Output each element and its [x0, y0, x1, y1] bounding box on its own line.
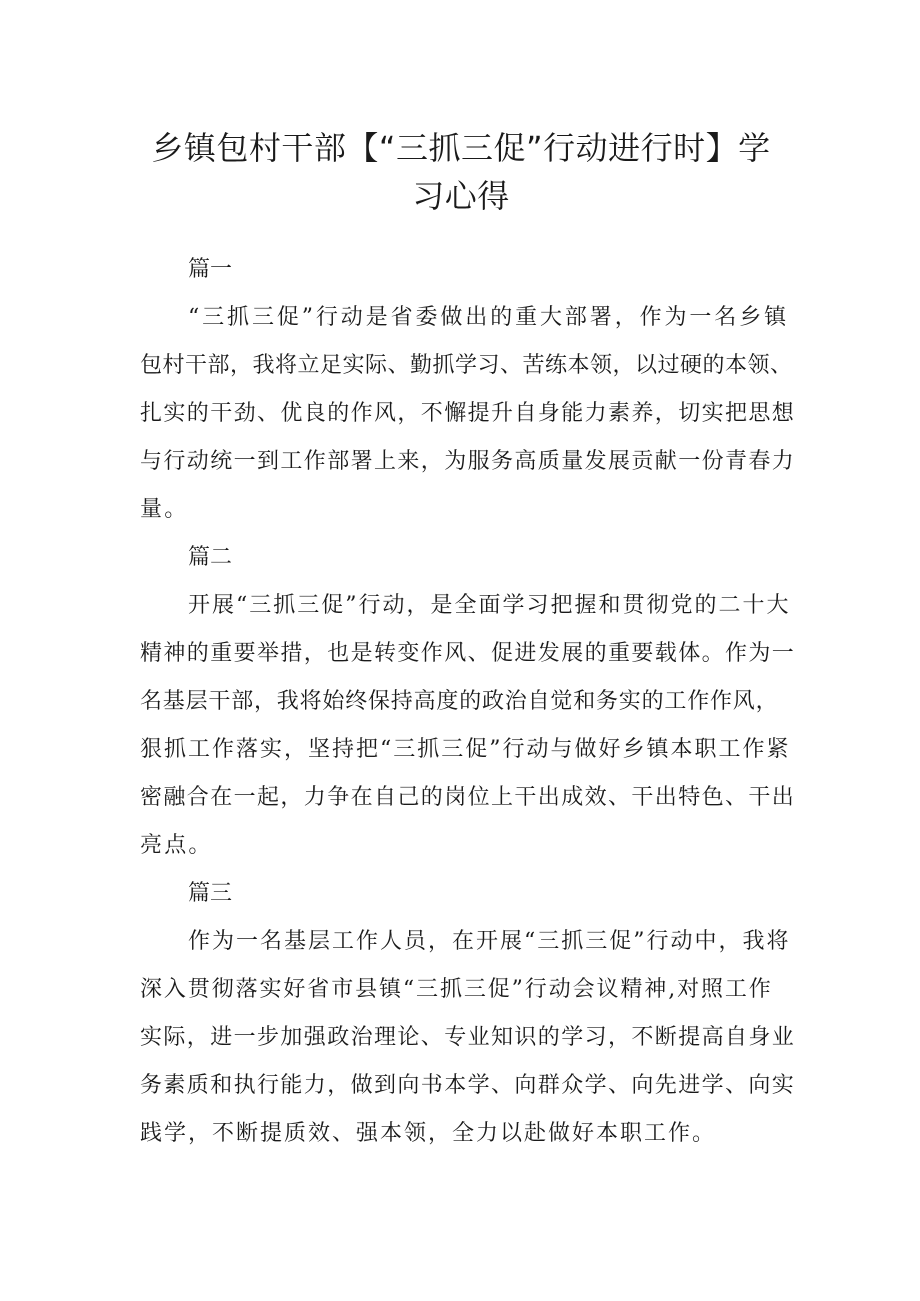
paragraph-line: 名基层干部，我将始终保持高度的政治自觉和务实的工作作风， [140, 689, 779, 714]
section-1 [140, 246, 795, 534]
section-paragraph [140, 294, 795, 534]
paragraph-line: 扎实的干劲、优良的作风，不懈提升自身能力素养，切实把思想 [140, 401, 796, 426]
paragraph-line: 实际，进一步加强政治理论、专业知识的学习，不断提高自身业 [140, 1025, 796, 1050]
title-line-2: 习心得 [412, 177, 510, 215]
section-paragraph [140, 918, 795, 1158]
document-title [140, 124, 782, 220]
title-line-1: 乡镇包村干部【“三抓三促”行动进行时】学 [151, 129, 771, 167]
paragraph-line: 亮点。 [140, 833, 213, 858]
paragraph-line: 深入贯彻落实好省市县镇“三抓三促”行动会议精神,对照工作 [140, 977, 773, 1002]
paragraph-line: 作为一名基层工作人员，在开展“三抓三促”行动中，我将 [188, 929, 791, 954]
paragraph-line: 开展“三抓三促”行动，是全面学习把握和贯彻党的二十大 [188, 593, 791, 618]
paragraph-line: 精神的重要举措，也是转变作风、促进发展的重要载体。作为一 [140, 641, 796, 666]
section-heading: 篇一 [188, 257, 233, 282]
paragraph-line: 密融合在一起，力争在自己的岗位上干出成效、干出特色、干出 [140, 785, 796, 810]
section-heading: 篇二 [188, 545, 233, 570]
paragraph-line: 践学，不断提质效、强本领，全力以赴做好本职工作。 [140, 1121, 717, 1146]
section-paragraph [140, 582, 795, 870]
paragraph-line: 与行动统一到工作部署上来，为服务高质量发展贡献一份青春力 [140, 449, 796, 474]
document-body [140, 246, 795, 1158]
paragraph-line: “三抓三促”行动是省委做出的重大部署，作为一名乡镇 [188, 305, 789, 330]
section-heading: 篇三 [188, 881, 233, 906]
section-2 [140, 534, 795, 870]
section-3 [140, 870, 795, 1158]
paragraph-line: 狠抓工作落实，坚持把“三抓三促”行动与做好乡镇本职工作紧 [140, 737, 791, 762]
paragraph-line: 包村干部，我将立足实际、勤抓学习、苦练本领，以过硬的本领、 [140, 353, 793, 378]
paragraph-line: 量。 [140, 497, 189, 522]
paragraph-line: 务素质和执行能力，做到向书本学、向群众学、向先进学、向实 [140, 1073, 796, 1098]
